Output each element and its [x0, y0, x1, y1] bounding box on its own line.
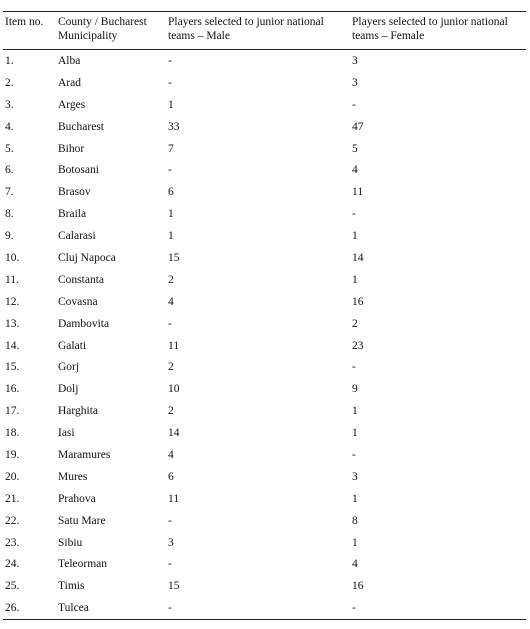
cell-county: Arges	[58, 98, 86, 111]
cell-female: 3	[352, 54, 358, 67]
cell-county: Galati	[58, 339, 87, 352]
cell-male: 7	[168, 142, 174, 155]
cell-male: -	[168, 164, 172, 177]
cell-female: 9	[352, 383, 358, 396]
table-row	[3, 159, 526, 181]
table-row	[3, 247, 526, 269]
cell-female: 3	[352, 470, 358, 483]
cell-female: -	[352, 361, 356, 374]
cell-male: 15	[168, 580, 180, 593]
table-row	[3, 400, 526, 422]
cell-item-no: 26.	[3, 597, 56, 619]
cell-female: 1	[352, 536, 358, 549]
table-header	[3, 12, 526, 50]
cell-county: Constanta	[58, 273, 104, 286]
cell-male: 2	[168, 405, 174, 418]
cell-county: Mures	[58, 470, 88, 483]
cell-item-no: 3.	[5, 98, 14, 111]
cell-item-no: 11.	[5, 273, 19, 286]
table-row	[3, 116, 526, 138]
header-county: County / Bucharest Municipality	[56, 12, 166, 50]
cell-county: Sibiu	[58, 536, 83, 549]
cell-male: 11	[168, 492, 180, 505]
table-row	[3, 50, 526, 72]
cell-item-no: 9.	[5, 230, 14, 243]
cell-county: Alba	[58, 54, 81, 67]
cell-male: 4	[168, 448, 174, 461]
cell-item-no: 16.	[5, 383, 20, 396]
table-row	[3, 72, 526, 94]
table-row	[3, 444, 526, 466]
cell-county: Calarasi	[58, 230, 96, 243]
table-row	[3, 203, 526, 225]
table-row	[3, 466, 526, 488]
table-row	[3, 532, 526, 554]
table-row	[3, 356, 526, 378]
table-row	[3, 575, 526, 597]
cell-county: Bihor	[58, 142, 85, 155]
cell-male: 1	[168, 208, 174, 221]
cell-county: Maramures	[58, 448, 111, 461]
table-row	[3, 378, 526, 400]
table-row	[3, 597, 526, 619]
cell-female: 3	[352, 76, 358, 89]
cell-female: -	[352, 208, 356, 221]
cell-male: 14	[168, 427, 180, 440]
cell-male: -	[168, 514, 172, 527]
cell-female: 11	[352, 186, 364, 199]
cell-male: 3	[168, 536, 174, 549]
players-by-county-table	[3, 11, 526, 620]
table-row	[3, 269, 526, 291]
cell-female: -	[352, 98, 356, 111]
cell-male: -	[166, 597, 350, 619]
cell-county: Tulcea	[56, 597, 166, 619]
cell-female: 14	[352, 251, 364, 264]
cell-female: 5	[352, 142, 358, 155]
cell-male: 33	[168, 120, 180, 133]
cell-item-no: 10.	[5, 251, 20, 264]
cell-item-no: 20.	[5, 470, 20, 483]
cell-county: Braila	[58, 208, 87, 221]
cell-male: 1	[168, 98, 174, 111]
table-row	[3, 422, 526, 444]
cell-female: 2	[352, 317, 358, 330]
cell-county: Bucharest	[58, 120, 104, 133]
table-row	[3, 313, 526, 335]
cell-county: Cluj Napoca	[58, 251, 116, 264]
cell-male: -	[168, 558, 172, 571]
cell-county: Timis	[58, 580, 85, 593]
cell-item-no: 17.	[5, 405, 20, 418]
cell-county: Prahova	[58, 492, 96, 505]
cell-item-no: 14.	[5, 339, 20, 352]
cell-female: 1	[352, 427, 358, 440]
cell-county: Iasi	[58, 427, 75, 440]
cell-female: 4	[352, 164, 358, 177]
cell-county: Dambovita	[58, 317, 110, 330]
table-row	[3, 510, 526, 532]
table-row	[3, 335, 526, 357]
cell-male: 1	[168, 230, 174, 243]
cell-male: -	[168, 317, 172, 330]
cell-female: 1	[352, 405, 358, 418]
cell-item-no: 24.	[5, 558, 20, 571]
cell-item-no: 25.	[5, 580, 20, 593]
cell-female: 47	[352, 120, 364, 133]
cell-female: 1	[352, 273, 358, 286]
cell-county: Arad	[58, 76, 81, 89]
header-row	[3, 12, 526, 50]
cell-female: -	[352, 448, 356, 461]
cell-county: Covasna	[58, 295, 98, 308]
cell-male: 10	[168, 383, 180, 396]
cell-county: Botosani	[58, 164, 99, 177]
cell-item-no: 1.	[5, 54, 14, 67]
header-female: Players selected to junior national teams – Female	[350, 12, 526, 50]
cell-item-no: 7.	[5, 186, 14, 199]
cell-item-no: 2.	[5, 76, 14, 89]
cell-item-no: 22.	[5, 514, 20, 527]
cell-item-no: 13.	[5, 317, 20, 330]
cell-female: 23	[352, 339, 364, 352]
table-row	[3, 553, 526, 575]
table-body	[3, 50, 526, 620]
cell-male: -	[168, 76, 172, 89]
header-item-no: Item no.	[3, 12, 56, 50]
cell-county: Brasov	[58, 186, 91, 199]
cell-male: -	[168, 54, 172, 67]
cell-item-no: 5.	[5, 142, 14, 155]
cell-male: 4	[168, 295, 174, 308]
table-row	[3, 181, 526, 203]
cell-female: 4	[352, 558, 358, 571]
cell-item-no: 6.	[5, 164, 14, 177]
cell-county: Dolj	[58, 383, 79, 396]
cell-item-no: 23.	[5, 536, 20, 549]
cell-male: 6	[168, 470, 174, 483]
cell-item-no: 4.	[5, 120, 14, 133]
table-row	[3, 94, 526, 116]
cell-county: Satu Mare	[58, 514, 106, 527]
cell-item-no: 19.	[5, 448, 20, 461]
cell-county: Harghita	[58, 405, 99, 418]
table-row	[3, 291, 526, 313]
table-row	[3, 225, 526, 247]
cell-item-no: 12.	[5, 295, 20, 308]
cell-male: 2	[168, 361, 174, 374]
cell-male: 15	[168, 251, 180, 264]
table-row	[3, 488, 526, 510]
cell-item-no: 15.	[5, 361, 20, 374]
cell-female: 8	[352, 514, 358, 527]
cell-female: 16	[352, 580, 364, 593]
cell-female: 1	[352, 230, 358, 243]
cell-female: 1	[352, 492, 358, 505]
cell-male: 6	[168, 186, 174, 199]
cell-female: -	[350, 597, 526, 619]
table-row	[3, 138, 526, 160]
cell-female: 16	[352, 295, 364, 308]
cell-county: Gorj	[58, 361, 80, 374]
cell-item-no: 21.	[5, 492, 20, 505]
header-male: Players selected to junior national teams – Male	[166, 12, 350, 50]
cell-male: 11	[168, 339, 180, 352]
cell-county: Teleorman	[58, 558, 108, 571]
cell-item-no: 18.	[5, 427, 20, 440]
cell-item-no: 8.	[5, 208, 14, 221]
cell-male: 2	[168, 273, 174, 286]
